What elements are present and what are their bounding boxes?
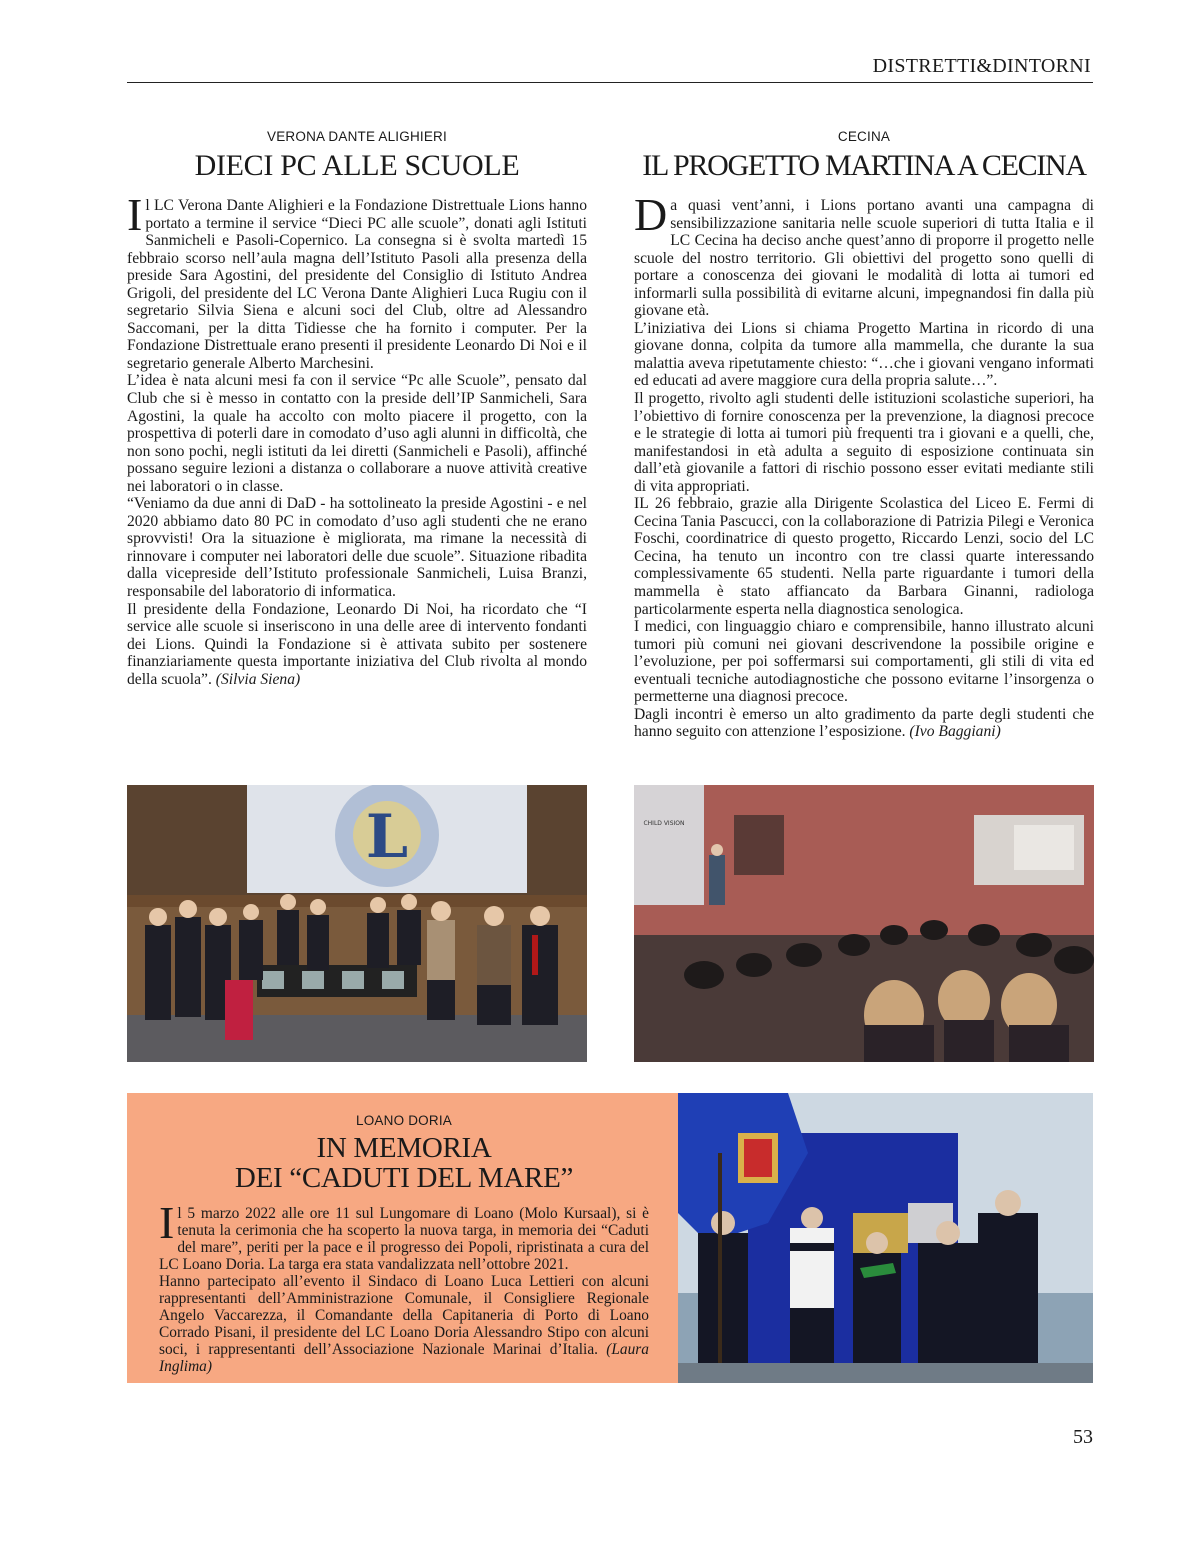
- article-kicker: CECINA: [837, 129, 891, 144]
- paragraph: IL 26 febbraio, grazie alla Dirigente Scolastica del Liceo E. Fermi di Cecina Tania Pascucci, con la collaborazione di Patrizia Pilegi e Veronica Foschi, coordinatrice di questo progetto, Riccardo Lenzi, socio del LC Cecina, ha tenuto un incontro con tre classi quarte interessando complessivamente 65 studenti. Nella parte riguardante i tumori della mammella è stato affiancato da Barbara Ginanni, radiologa particolarmente esperta nella diagnostica senologica.: [634, 495, 1094, 618]
- article-title-line2: DEI “CADUTI DEL MARE”: [234, 1162, 574, 1194]
- author-signature: (Silvia Siena): [215, 670, 301, 688]
- article-kicker: VERONA DANTE ALIGHIERI: [267, 129, 447, 144]
- paragraph: Il LC Verona Dante Alighieri e la Fondazione Distrettuale Lions hanno portato a termine il service “Dieci PC alle scuole”, donati agli Istituti Sanmicheli e Pasoli-Copernico. La consegna si è svolta martedì 15 febbraio scorso nell’aula magna dell’Istituto Pasoli alla presenza della preside Sara Agostini, del presidente del Consiglio di Istituto Andrea Grigoli, del presidente del LC Verona Dante Alighieri Luca Rugiu con il segretario Silvia Siena e alcuni soci del Club, oltre ad Alessandro Saccomani, per la ditta Tidiesse che ha fornito i computer. Per la Fondazione Distrettuale erano presenti il presidente Leonardo Di Noi e il segretario generale Alberto Marchesini.: [127, 189, 587, 372]
- article-body: [127, 189, 587, 688]
- paragraph: Il 5 marzo 2022 alle ore 11 sul Lungomare di Loano (Molo Kursaal), si è tenuta la cerimonia che ha scoperto la nuova targa, in memoria dei “Caduti del mare”, periti per la pace e il progresso dei Popoli, ripristinata a cura del LC Loano Doria. La targa era stata vandalizzata nell’ottobre 2021.: [159, 1197, 649, 1273]
- article-body: [159, 1197, 649, 1375]
- slide-title: CHILD VISION: [643, 820, 685, 827]
- article-cecina: [634, 127, 1094, 741]
- article-verona: [127, 127, 587, 688]
- article-body: [634, 189, 1094, 741]
- paragraph: Da quasi vent’anni, i Lions portano avanti una campagna di sensibilizzazione sanitaria nelle scuole superiori di tutta Italia e il LC Cecina ha deciso anche quest’anno di proporre il progetto nelle scuole del nostro territorio. Gli obiettivi del progetto sono quelli di portare a conoscenza dei giovani le modalità di lotta ai tumori ed informarli sulla possibilità di evitarne alcuni, impegnandosi fin dalla più giovane età.: [634, 189, 1094, 320]
- page-number: 53: [1073, 1426, 1093, 1448]
- paragraph: L’iniziativa dei Lions si chiama Progetto Martina in ricordo di una giovane donna, colpita da tumore alla mammella, che durante la sua malattia aveva ripetutamente chiesto: “…che i giovani vengano informati ed educati ad avere maggiore cura della propria salute…”.: [634, 319, 1094, 390]
- section-header: [127, 52, 1093, 83]
- article-title-line1: IN MEMORIA: [316, 1132, 492, 1164]
- drop-cap: D: [634, 189, 668, 240]
- paragraph: Hanno partecipato all’evento il Sindaco di Loano Luca Lettieri con alcuni rappresentanti dell’Amministrazione Comunale, il Consigliere Regionale Angelo Vaccarezza, il Comandante della Capitaneria di Porto di Loano Corrado Pisani, il presidente del LC Loano Doria Alessandro Stipo con alcuni soci, i rappresentanti dell’Associazione Nazionale Marinai d’Italia. (Laura Inglima): [159, 1273, 649, 1375]
- group-photo-verona: [127, 785, 587, 1062]
- article-kicker: LOANO DORIA: [356, 1113, 452, 1128]
- paragraph: L’idea è nata alcuni mesi fa con il service “Pc alle Scuole”, pensato dal Club che si è messo in contatto con la preside dell’IP Sanmicheli, Sara Agostini, la quale ha accolto con molto piacere il progetto, con la prospettiva di poterli dare in comodato d’uso agli alunni in difficoltà, che non sono pochi, negli istituti da lei diretti (Sanmicheli e Pasoli), affinché possano seguire lezioni a distanza o collaborare a nuove attività creative nei laboratori o in classe.: [127, 372, 587, 495]
- article-loano-doria: [127, 1093, 1093, 1383]
- author-signature: (Laura Inglima): [159, 1341, 649, 1375]
- drop-cap: I: [127, 189, 143, 240]
- article-text: [159, 1111, 649, 1375]
- paragraph: Il progetto, rivolto agli studenti delle istituzioni scolastiche superiori, ha l’obiettivo di fornire conoscenza per la prevenzione, la diagnosi precoce e le strategie di lotta ai tumori più frequenti tra i giovani e a quelli, che, manifestandosi in età adulta a seguito di esposizione continuata sin dall’età giovanile a fattori di rischio possono esser evitati mediante stili di vita appropriati.: [634, 390, 1094, 495]
- lions-logo-letter: L: [365, 802, 409, 872]
- article-title: [159, 1133, 649, 1193]
- paragraph: Il presidente della Fondazione, Leonardo Di Noi, ha ricordato che “I service alle scuole si inseriscono in una delle aree di intervento fondanti dei Lions. Quindi la Fondazione si è attivata subito per sostenere finanziariamente questa importante iniziativa del Club rivolta al mondo della scuola”. (Silvia Siena): [127, 600, 587, 688]
- ceremony-photo-loano: [678, 1093, 1093, 1383]
- author-signature: (Ivo Baggiani): [909, 723, 1001, 741]
- article-title: DIECI PC ALLE SCUOLE: [194, 149, 520, 182]
- paragraph: “Veniamo da due anni di DaD - ha sottolineato la preside Agostini - e nel 2020 abbiamo dato 80 PC in comodato d’uso agli studenti che ne erano sprovvisti! Ora la situazione è migliorata, ma rimane la necessità di rinnovare i computer nei laboratori delle due scuole”. Situazione ribadita dalla vicepreside dell’Istituto professionale Sanmicheli, Luisa Branzi, responsabile del laboratorio di informatica.: [127, 495, 587, 601]
- section-title: DISTRETTI&DINTORNI: [872, 55, 1091, 77]
- drop-cap: I: [159, 1197, 175, 1248]
- paragraph: I medici, con linguaggio chiaro e comprensibile, hanno illustrato alcuni tumori più comuni nei giovani descrivendone la possibile origine e l’evoluzione, per poi soffermarsi sui comportamenti, gli stili di vita ed eventuali tecniche autodiagnostiche che possono evitarne l’insorgenza o permetterne una diagnosi precoce.: [634, 618, 1094, 706]
- paragraph: Dagli incontri è emerso un alto gradimento da parte degli studenti che hanno seguito con attenzione l’esposizione. (Ivo Baggiani): [634, 705, 1094, 741]
- classroom-photo-cecina: [634, 785, 1094, 1062]
- article-title: IL PROGETTO MARTINA A CECINA: [642, 149, 1086, 182]
